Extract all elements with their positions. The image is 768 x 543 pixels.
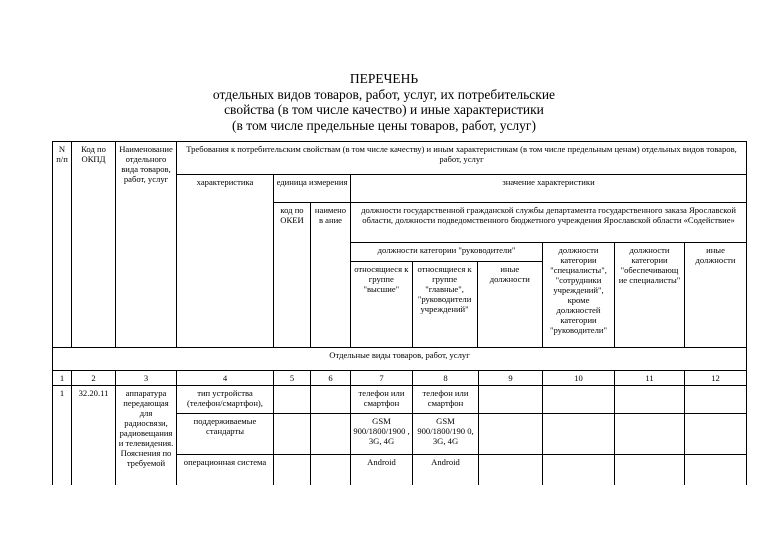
header-name: Наименование отдельного вида товаров, работ, услуг [116, 142, 177, 348]
row-num: 1 [53, 386, 72, 485]
leaders-group [351, 243, 543, 348]
row-value-specialists [543, 386, 615, 414]
col-number: 1 [53, 371, 72, 386]
row-characteristic: операционная система [177, 455, 274, 485]
header-value: значение характеристики [351, 175, 747, 203]
row-value-other-positions [685, 386, 747, 414]
row-value-other [479, 455, 543, 485]
section-row: Отдельные виды товаров, работ, услуг [53, 348, 747, 371]
header-okpd: Код по ОКПД [72, 142, 116, 348]
title-line-1: ПЕРЕЧЕНЬ [349, 71, 419, 86]
row-value-main: телефон или смартфон [413, 386, 479, 414]
col-number: 8 [413, 371, 479, 386]
header-other-positions: иные должности [685, 243, 747, 348]
row-value-main: Android [413, 455, 479, 485]
header-unit-name: наименов ание [311, 203, 351, 348]
header-other: иные должности [489, 263, 530, 284]
row-okei [274, 386, 311, 414]
row-value-specialists [543, 455, 615, 485]
col-number: 10 [543, 371, 615, 386]
row-value-highest: телефон или смартфон [351, 386, 413, 414]
title-line-3: свойства (в том числе качество) и иные характеристики [224, 102, 544, 117]
row-value-other-positions [685, 455, 747, 485]
header-specialists: должности категории "специалисты", "сотрудники учреждений", кроме должностей категории "руководители" [543, 243, 615, 348]
title-line-4: (в том числе предельные цены товаров, работ, услуг) [232, 117, 536, 133]
header-unit: единица измерения [274, 175, 351, 203]
document-title [0, 71, 768, 133]
row-value-highest: Android [351, 455, 413, 485]
col-number: 6 [311, 371, 351, 386]
header-okei: код по ОКЕИ [274, 203, 311, 348]
col-number: 3 [116, 371, 177, 386]
col-number: 7 [351, 371, 413, 386]
col-number: 11 [615, 371, 685, 386]
row-okei [274, 455, 311, 485]
row-value-supporting [615, 414, 685, 455]
header-characteristic: характеристика [177, 175, 274, 348]
col-number: 5 [274, 371, 311, 386]
goods-table [52, 141, 747, 485]
header-requirements: Требования к потребительским свойствам (в том числе качеству) и иным характеристикам (в том числе предельным ценам) отдельных видов товаров, работ, услуг [177, 142, 747, 175]
header-leaders: должности категории "руководители" [351, 243, 542, 261]
row-value-other [479, 386, 543, 414]
row-value-supporting [615, 386, 685, 414]
header-supporting: должности категории "обеспечивающ ие специалисты" [615, 243, 685, 348]
row-value-highest: GSM 900/1800/1900 , 3G, 4G [351, 414, 413, 455]
col-number: 4 [177, 371, 274, 386]
title-line-2: отдельных видов товаров, работ, услуг, их потребительские [212, 86, 556, 102]
row-unit-name [311, 386, 351, 414]
header-positions: должности государственной гражданской службы департамента государственного заказа Ярославской области, должности подведомственного бюджетного учреждения Ярославской области «Содействие» [351, 203, 747, 243]
row-value-specialists [543, 414, 615, 455]
row-value-supporting [615, 455, 685, 485]
row-value-other-positions [685, 414, 747, 455]
col-number: 2 [72, 371, 116, 386]
row-value-other [479, 414, 543, 455]
row-unit-name [311, 455, 351, 485]
row-unit-name [311, 414, 351, 455]
row-value-main: GSM 900/1800/190 0, 3G, 4G [413, 414, 479, 455]
row-okei [274, 414, 311, 455]
col-number: 9 [479, 371, 543, 386]
header-num: N п/п [53, 142, 72, 348]
row-characteristic: тип устройства (телефон/смартфон), [177, 386, 274, 414]
row-name: аппаратура передающая для радиосвязи, радиовещания и телевидения. Пояснения по требуемой [116, 386, 177, 485]
header-main: относящиеся к группе "главные", "руководители учреждений" [412, 261, 477, 347]
row-characteristic: поддерживаемые стандарты [177, 414, 274, 455]
header-highest: относящиеся к группе "высшие" [351, 261, 412, 347]
row-code: 32.20.11 [72, 386, 116, 485]
col-number: 12 [685, 371, 747, 386]
